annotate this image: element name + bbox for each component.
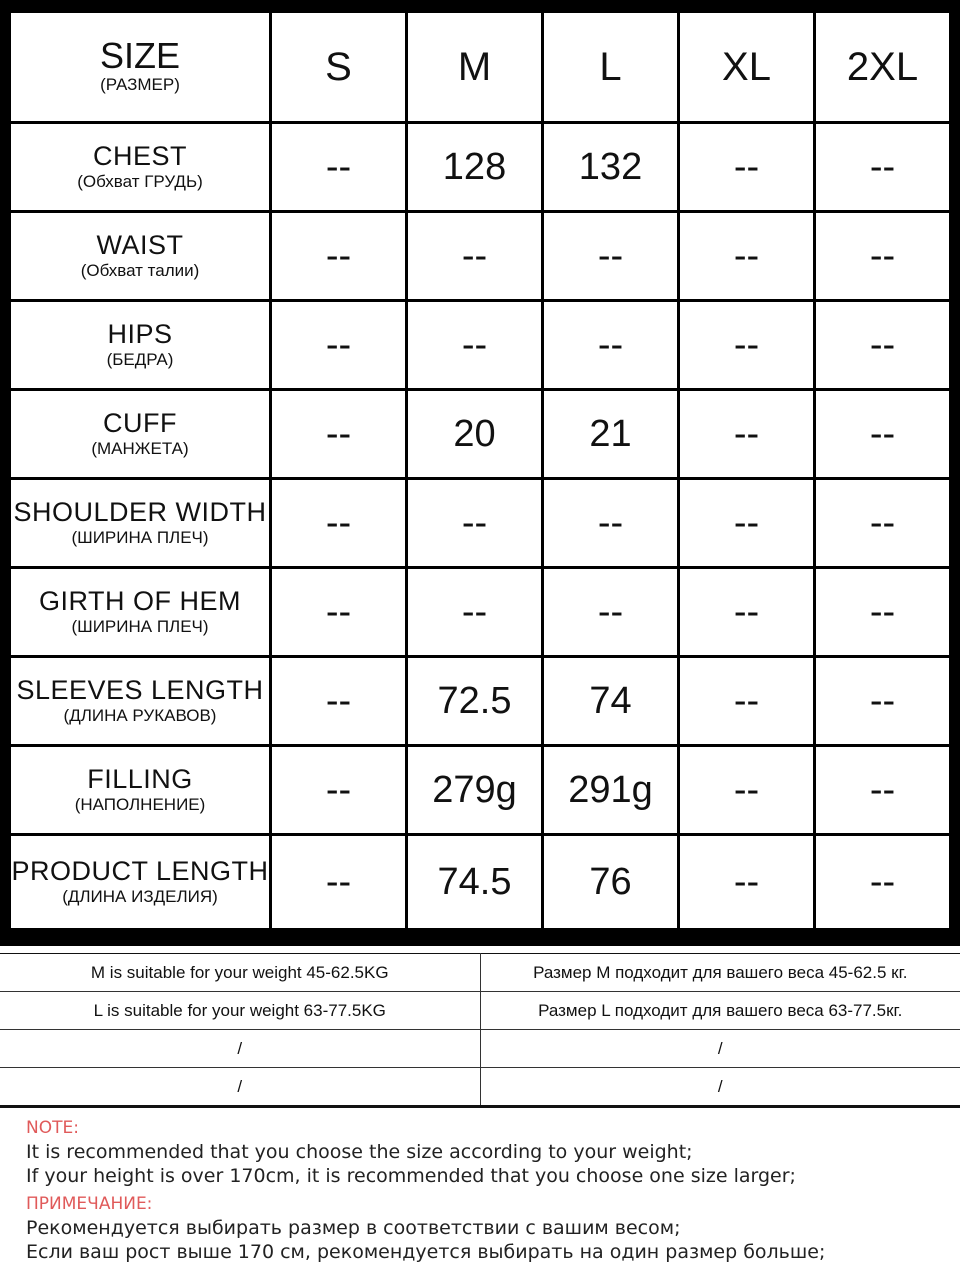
measurement-value: -- <box>272 213 405 299</box>
measurement-value: -- <box>680 747 813 833</box>
weight-guide-ru: / <box>480 1030 960 1068</box>
measurement-label: CHEST <box>92 141 187 171</box>
measurement-value: 74.5 <box>408 836 541 928</box>
measurement-label: WAIST <box>96 230 184 260</box>
note-title-en: NOTE: <box>26 1118 79 1138</box>
weight-guide-ru: / <box>480 1068 960 1107</box>
notes-section <box>26 1116 946 1264</box>
measurement-label-ru: (НАПОЛНЕНИЕ) <box>74 795 206 814</box>
size-header-row <box>11 13 949 121</box>
measurement-value: -- <box>272 124 405 210</box>
measurement-value: -- <box>816 480 949 566</box>
measurement-value: -- <box>680 836 813 928</box>
measurement-label-cell <box>11 213 269 299</box>
measurement-value: -- <box>816 213 949 299</box>
measurement-value: 291g <box>544 747 677 833</box>
measurement-value: -- <box>680 391 813 477</box>
weight-guide-row <box>0 1068 960 1107</box>
measurement-label: HIPS <box>107 319 173 349</box>
measurement-label-cell <box>11 747 269 833</box>
size-header-cell <box>11 13 269 121</box>
measurement-label-ru: (ДЛИНА ИЗДЕЛИЯ) <box>62 887 218 906</box>
measurement-value: -- <box>544 302 677 388</box>
note-line-ru-2: Если ваш рост выше 170 см, рекомендуется выбирать на один размер больше; <box>26 1241 826 1263</box>
measurement-label-cell <box>11 391 269 477</box>
measurement-label-ru: (ДЛИНА РУКАВОВ) <box>63 706 217 725</box>
measurement-label: CUFF <box>103 408 177 438</box>
measurement-label-ru: (ШИРИНА ПЛЕЧ) <box>71 528 209 547</box>
measurement-label-ru: (Обхват ГРУДЬ) <box>77 172 203 191</box>
measurement-row <box>11 213 949 299</box>
measurement-row <box>11 569 949 655</box>
measurement-value: -- <box>680 480 813 566</box>
measurement-value: -- <box>680 213 813 299</box>
measurement-value: -- <box>816 658 949 744</box>
measurement-value: -- <box>272 391 405 477</box>
size-header-label-ru: (РАЗМЕР) <box>100 75 180 94</box>
measurement-value: 74 <box>544 658 677 744</box>
measurement-value: -- <box>680 569 813 655</box>
measurement-value: -- <box>408 569 541 655</box>
weight-guide-ru: Размер L подходит для вашего веса 63-77.5кг. <box>480 992 960 1030</box>
measurement-value: 21 <box>544 391 677 477</box>
weight-guide-en: M is suitable for your weight 45-62.5KG <box>0 954 480 992</box>
measurement-label-cell <box>11 480 269 566</box>
measurement-row <box>11 836 949 928</box>
measurement-label-ru: (Обхват талии) <box>80 261 200 280</box>
measurement-value: -- <box>272 747 405 833</box>
measurement-label-cell <box>11 124 269 210</box>
measurement-label-cell <box>11 658 269 744</box>
measurement-value: -- <box>816 124 949 210</box>
weight-guide-en: L is suitable for your weight 63-77.5KG <box>0 992 480 1030</box>
measurement-value: 72.5 <box>408 658 541 744</box>
measurement-label-cell <box>11 569 269 655</box>
measurement-value: -- <box>272 658 405 744</box>
measurement-value: -- <box>816 747 949 833</box>
measurement-value: 20 <box>408 391 541 477</box>
measurement-value: -- <box>816 569 949 655</box>
measurement-value: -- <box>816 302 949 388</box>
measurement-row <box>11 391 949 477</box>
measurement-value: -- <box>272 302 405 388</box>
measurement-value: -- <box>544 213 677 299</box>
measurement-value: -- <box>816 836 949 928</box>
size-col-l: L <box>544 13 677 121</box>
measurement-value: -- <box>680 124 813 210</box>
weight-guide-en: / <box>0 1068 480 1107</box>
measurement-value: -- <box>544 569 677 655</box>
measurement-row <box>11 124 949 210</box>
size-col-s: S <box>272 13 405 121</box>
note-line-en-1: It is recommended that you choose the size according to your weight; <box>26 1141 693 1163</box>
measurement-label-ru: (БЕДРА) <box>106 350 174 369</box>
note-line-en-2: If your height is over 170cm, it is recommended that you choose one size larger; <box>26 1165 796 1187</box>
measurement-label-ru: (МАНЖЕТА) <box>91 439 189 458</box>
measurement-value: -- <box>408 302 541 388</box>
measurement-label: GIRTH OF HEM <box>38 586 241 616</box>
measurement-label: PRODUCT LENGTH <box>11 856 269 886</box>
measurement-label-cell <box>11 836 269 928</box>
measurement-row <box>11 658 949 744</box>
size-col-m: M <box>408 13 541 121</box>
measurement-value: 279g <box>408 747 541 833</box>
measurement-value: -- <box>816 391 949 477</box>
weight-guide-table <box>0 953 960 1108</box>
measurement-value: -- <box>680 302 813 388</box>
measurement-value: -- <box>544 480 677 566</box>
measurement-value: 76 <box>544 836 677 928</box>
size-chart-table <box>8 10 952 931</box>
weight-guide-row <box>0 1030 960 1068</box>
measurement-value: -- <box>408 213 541 299</box>
measurement-label: SHOULDER WIDTH <box>13 497 267 527</box>
weight-guide-row <box>0 992 960 1030</box>
size-col-2xl: 2XL <box>816 13 949 121</box>
note-title-ru: ПРИМЕЧАНИЕ: <box>26 1194 153 1214</box>
measurement-label-ru: (ШИРИНА ПЛЕЧ) <box>71 617 209 636</box>
measurement-value: -- <box>408 480 541 566</box>
size-header-label: SIZE <box>99 35 180 76</box>
measurement-value: 132 <box>544 124 677 210</box>
weight-guide-row <box>0 954 960 992</box>
measurement-value: 128 <box>408 124 541 210</box>
measurement-label: FILLING <box>87 764 193 794</box>
measurement-value: -- <box>272 569 405 655</box>
measurement-row <box>11 747 949 833</box>
measurement-value: -- <box>272 480 405 566</box>
weight-guide-en: / <box>0 1030 480 1068</box>
size-col-xl: XL <box>680 13 813 121</box>
measurement-value: -- <box>272 836 405 928</box>
measurement-row <box>11 302 949 388</box>
measurement-row <box>11 480 949 566</box>
measurement-value: -- <box>680 658 813 744</box>
weight-guide-ru: Размер M подходит для вашего веса 45-62.5 кг. <box>480 954 960 992</box>
measurement-label-cell <box>11 302 269 388</box>
measurement-label: SLEEVES LENGTH <box>16 675 264 705</box>
note-line-ru-1: Рекомендуется выбирать размер в соответствии с вашим весом; <box>26 1217 681 1239</box>
